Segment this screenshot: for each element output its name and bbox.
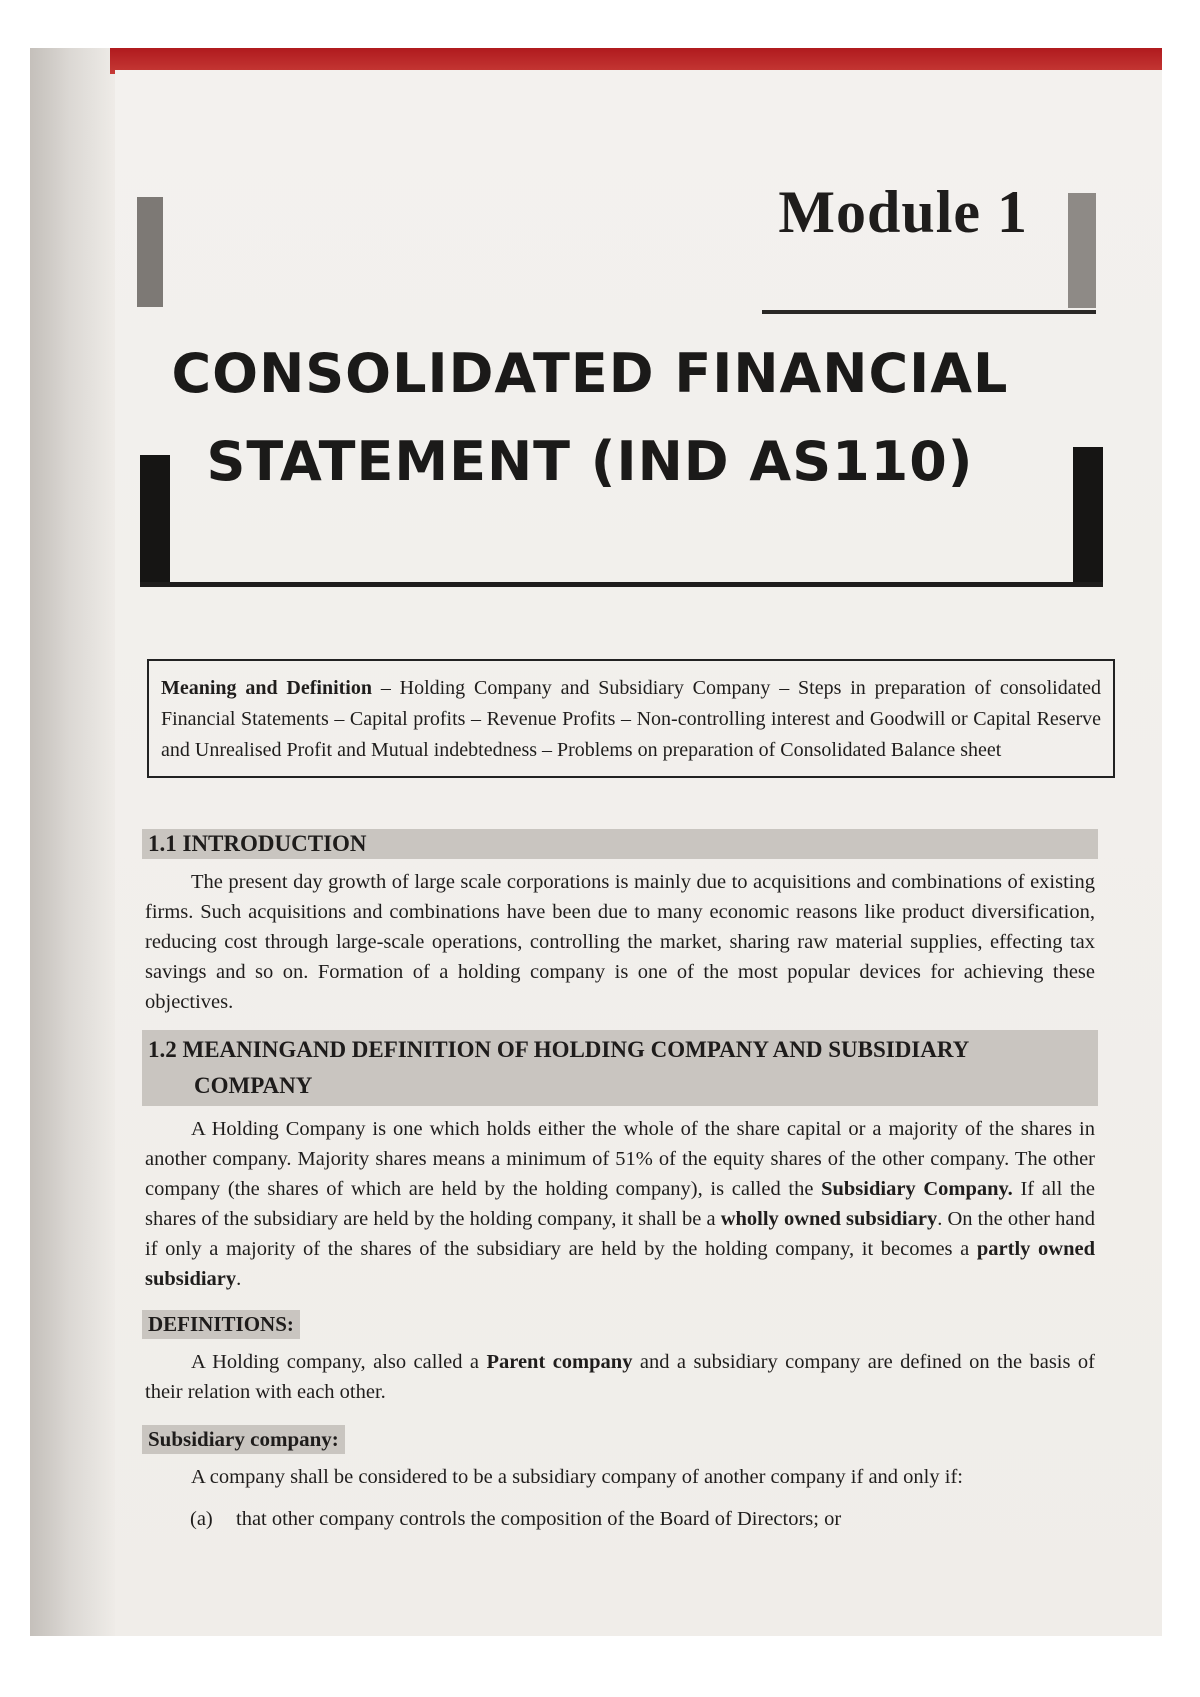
holding-bold-wholly: wholly owned subsidiary xyxy=(720,1208,938,1230)
book-gutter-shadow xyxy=(30,48,115,1636)
holding-text-4: . xyxy=(236,1268,242,1290)
title-bar-right-black xyxy=(1073,447,1103,582)
definitions-paragraph xyxy=(145,1347,1095,1407)
holding-text-3: . On the other hand if only a majority of the shares of the subsidiary are held by the holding company, it becomes a xyxy=(145,1208,1095,1260)
section-heading-introduction: 1.1 INTRODUCTION xyxy=(142,829,1098,859)
definitions-text-2: and a subsidiary company are defined on the basis of their relation with each other. xyxy=(145,1351,1095,1403)
chapter-scope-box xyxy=(147,659,1115,778)
chapter-title-line-2: STATEMENT (IND AS110) xyxy=(206,430,974,493)
holding-text-1: A Holding Company is one which holds either the whole of the share capital or a majority of the shares in another company. Majority shares means a minimum of 51% of the equity shares of the other company. The other company (the shares of which are held by the holding company), is called the xyxy=(145,1118,1095,1200)
definitions-text-1: A Holding company, also called a xyxy=(191,1351,487,1373)
section-heading-holding-company xyxy=(142,1030,1098,1106)
holding-company-paragraph xyxy=(145,1114,1095,1294)
introduction-paragraph: The present day growth of large scale corporations is mainly due to acquisitions and combinations of existing firms. Such acquisitions and combinations have been due to many economic reasons like product diversification, reducing cost through large-scale operations, controlling the market, sharing raw material supplies, effecting tax savings and so on. Formation of a holding company is one of the most popular devices for achieving these objectives. xyxy=(145,871,1095,1013)
title-bar-right-grey xyxy=(1068,193,1096,308)
subsidiary-intro: A company shall be considered to be a subsidiary company of another company if and only if: xyxy=(191,1466,963,1488)
subsidiary-heading: Subsidiary company: xyxy=(142,1425,345,1454)
item-a-label: (a) xyxy=(190,1508,213,1530)
item-a-text: that other company controls the composition of the Board of Directors; or xyxy=(236,1508,842,1530)
section-heading-line-2: COMPANY xyxy=(194,1073,313,1098)
module-underline xyxy=(762,310,1096,314)
definitions-bold-parent: Parent company xyxy=(486,1351,633,1373)
title-bottom-rule xyxy=(140,582,1103,587)
section-heading-line-1: 1.2 MEANINGAND DEFINITION OF HOLDING COMPANY AND SUBSIDIARY xyxy=(148,1037,970,1062)
chapter-title-line-1: CONSOLIDATED FINANCIAL xyxy=(171,342,1009,405)
holding-bold-subsidiary: Subsidiary Company. xyxy=(821,1178,1013,1200)
module-label: Module 1 xyxy=(778,179,1028,245)
scope-text: – Holding Company and Subsidiary Company – Steps in preparation of consolidated Financial Statements – Capital profits – Revenue Profits – Non-controlling interest and Goodwill or Capital Reserve and Unrealised Profit and Mutual indebtedness – Problems on preparation of Consolidated Balance sheet xyxy=(161,677,1102,761)
holding-text-2: If all the shares of the subsidiary are held by the holding company, it shall be a xyxy=(145,1178,1095,1230)
definitions-heading: DEFINITIONS: xyxy=(142,1310,300,1339)
title-bar-left-grey xyxy=(137,197,163,307)
subsidiary-item-a xyxy=(190,1504,1090,1534)
chapter-title xyxy=(140,330,1040,506)
scope-lead: Meaning and Definition xyxy=(161,677,372,699)
holding-bold-partly: partly owned subsidiary xyxy=(145,1238,1095,1290)
